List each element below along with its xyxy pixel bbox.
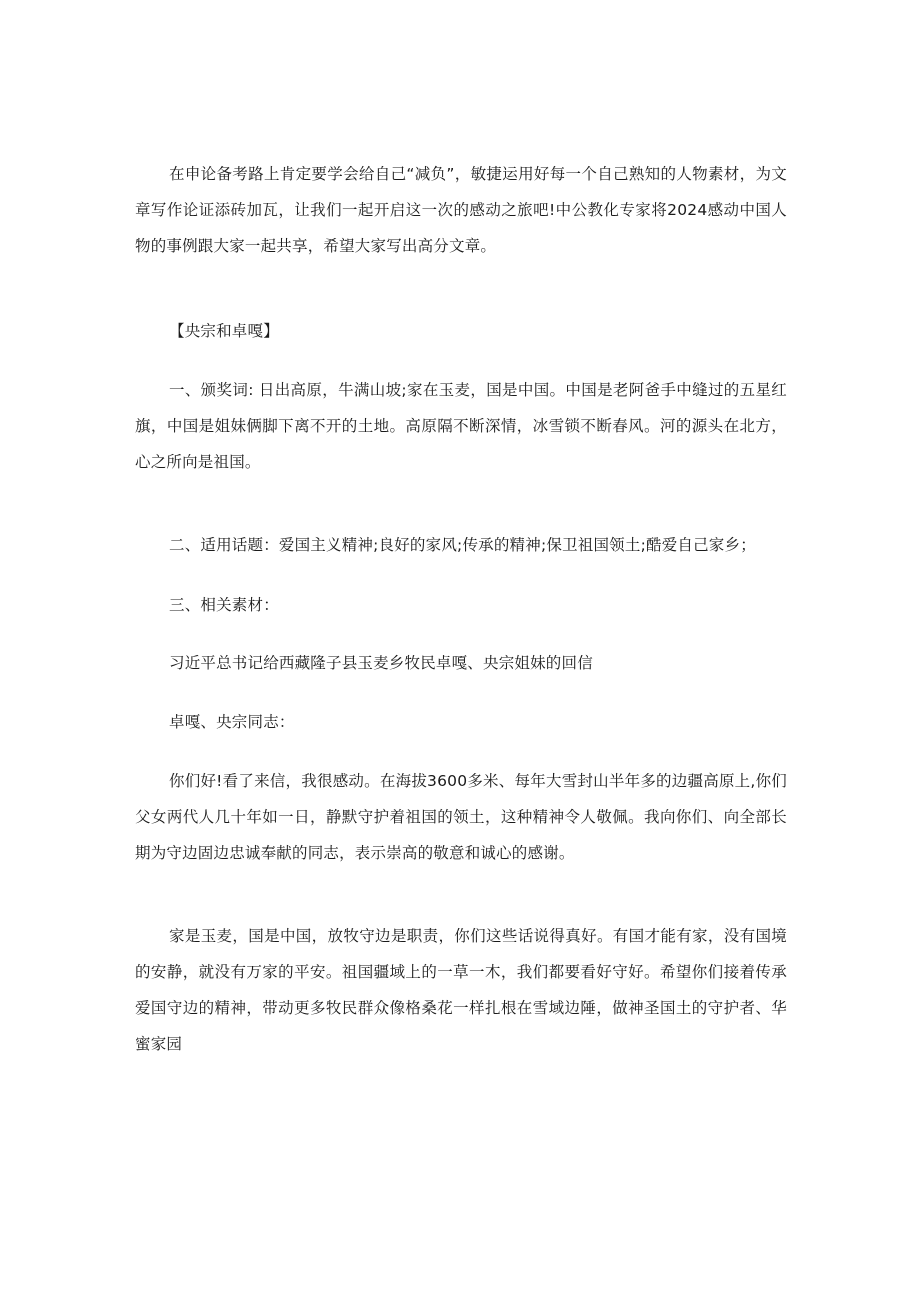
- letter-body-paragraph-2: 家是玉麦，国是中国，放牧守边是职责，你们这些话说得真好。有国才能有家，没有国境的安静，就没有万家的平安。祖国疆域上的一草一木，我们都要看好守好。希望你们接着传承爱国守边的精神，带动更多牧民群众像格桑花一样扎根在雪域边陲，做神圣国土的守护者、华蜜家园: [135, 927, 787, 1053]
- letter-title: 习近平总书记给西藏隆子县玉麦乡牧民卓嘎、央宗姐妹的回信: [169, 654, 593, 672]
- letter-body-paragraph-1: 你们好!看了来信，我很感动。在海拔3600多米、每年大雪封山半年多的边疆高原上,你们父女两代人几十年如一日，静默守护着祖国的领土，这种精神令人敬佩。我向你们、向全部长期为守边固边忠诚奉献的同志，表示崇高的敬意和诚心的感谢。: [135, 772, 787, 862]
- award-speech-paragraph: 一、颁奖词: 日出高原，牛满山坡;家在玉麦，国是中国。中国是老阿爸手中缝过的五星红旗，中国是姐妹俩脚下离不开的土地。高原隔不断深情，冰雪锁不断春风。河的源头在北方，心之所向是祖国。: [135, 381, 787, 471]
- topics-paragraph: 二、适用话题：爱国主义精神;良好的家风;传承的精神;保卫祖国领土;酷爱自己家乡；: [169, 536, 756, 554]
- section-title: 【央宗和卓嘎】: [169, 322, 279, 340]
- letter-salutation: 卓嘎、央宗同志：: [169, 713, 295, 731]
- materials-heading: 三、相关素材：: [169, 596, 279, 614]
- intro-paragraph: 在申论备考路上肯定要学会给自己“减负”，敏捷运用好每一个自己熟知的人物素材，为文章写作论证添砖加瓦，让我们一起开启这一次的感动之旅吧!中公教化专家将2024感动中国人物的事例跟大家一起共享，希望大家写出高分文章。: [135, 165, 787, 255]
